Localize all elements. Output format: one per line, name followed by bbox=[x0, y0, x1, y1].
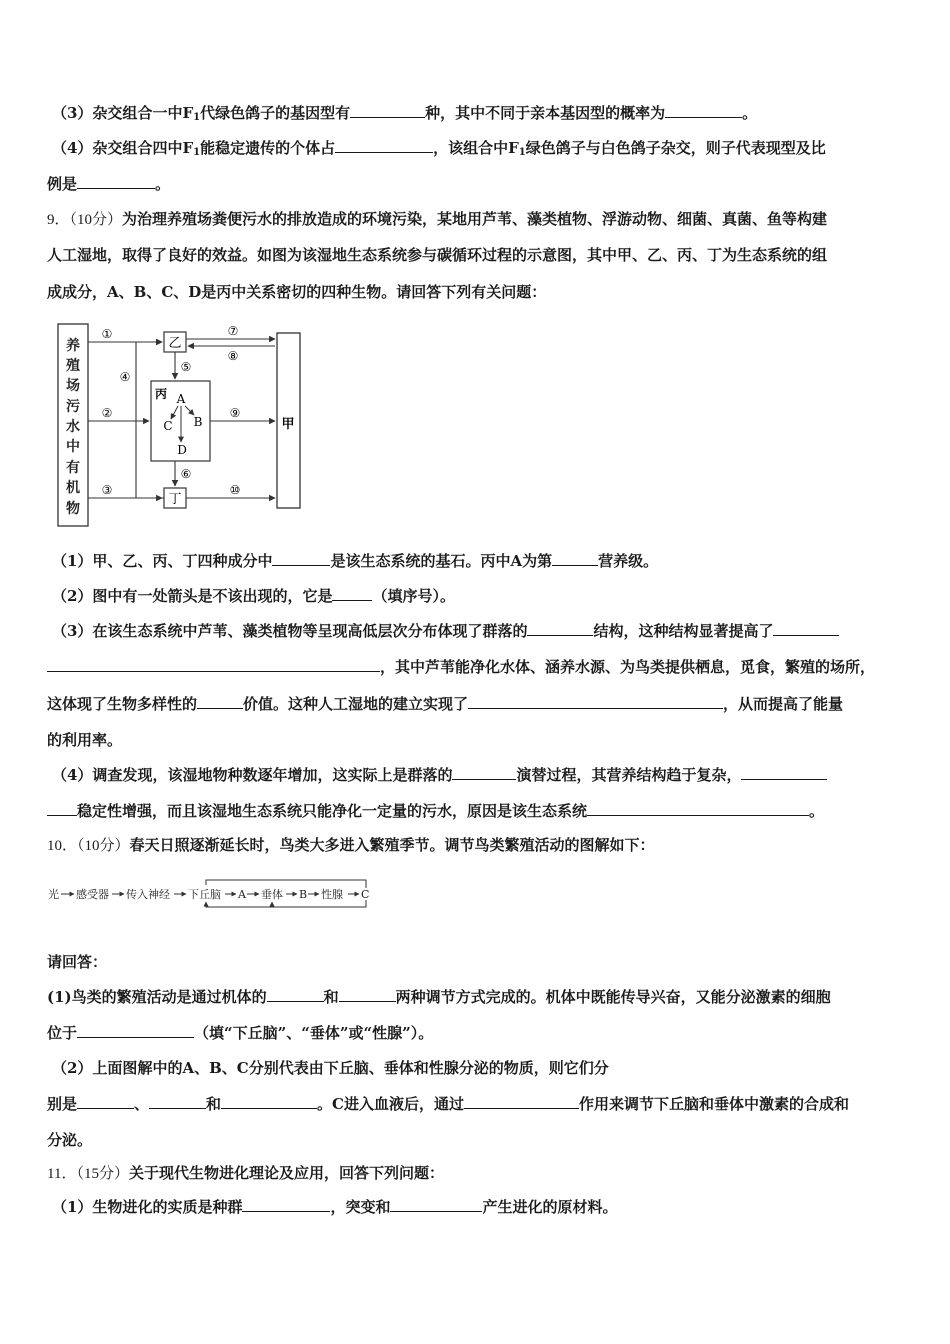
q9-sub4-text-a: （4）调查发现，该湿地物种数逐年增加，这实际上是群落的 bbox=[52, 766, 453, 784]
answer-blank[interactable] bbox=[77, 1022, 194, 1038]
flow-light: 光 bbox=[48, 888, 59, 901]
flow-hypothalamus: 下丘脑 bbox=[188, 888, 221, 901]
q9-sub4-text-d: 。 bbox=[809, 802, 825, 820]
source-char: 有 bbox=[66, 460, 80, 476]
flow-afferent-nerve: 传入神经 bbox=[126, 888, 170, 901]
source-label bbox=[66, 337, 80, 517]
bing-label: 丙 bbox=[154, 387, 168, 401]
q10-sub1 bbox=[47, 986, 905, 1008]
question-number: 11．（15分） bbox=[47, 1166, 129, 1182]
question-number: 10．（10分） bbox=[47, 838, 130, 854]
flow-c: C bbox=[361, 888, 370, 901]
q10-sub2-text-f: 作用来调节下丘脑和垂体中激素的合成和 bbox=[579, 1095, 850, 1113]
q8-part3-text-c: 种，其中不同于亲本基因型的概率为 bbox=[425, 104, 666, 122]
answer-blank[interactable] bbox=[350, 102, 425, 118]
q11-sub1-text-b: ，突变和 bbox=[330, 1198, 391, 1216]
answer-blank[interactable] bbox=[587, 800, 809, 816]
q10-sub2-text-b: 别是 bbox=[47, 1095, 78, 1113]
answer-blank[interactable] bbox=[552, 550, 598, 566]
q8-part4-text-d: 绿色鸽子与白色鸽子杂交，则子代表现型及比 bbox=[525, 139, 826, 157]
answer-blank[interactable] bbox=[267, 986, 324, 1002]
q9-sub1 bbox=[52, 550, 910, 572]
q9-sub3 bbox=[52, 620, 910, 642]
q11-sub1-text-c: 产生进化的原材料。 bbox=[482, 1198, 618, 1216]
q10-please-answer bbox=[47, 951, 905, 973]
q10-sub2-text-g: 分泌。 bbox=[47, 1131, 93, 1149]
source-char: 中 bbox=[66, 439, 80, 455]
q9-sub3-line4 bbox=[47, 729, 905, 751]
q9-sub3-text-d: 这体现了生物多样性的 bbox=[47, 695, 198, 713]
arrow-9-label: ⑨ bbox=[229, 406, 241, 420]
q9-sub1-text-c: 营养级。 bbox=[598, 552, 659, 570]
answer-blank[interactable] bbox=[332, 585, 372, 601]
organism-a: A bbox=[176, 392, 186, 406]
arrow-2-label: ② bbox=[101, 406, 113, 420]
jia-label: 甲 bbox=[281, 417, 295, 432]
source-char: 水 bbox=[66, 419, 80, 435]
q9-sub1-text-b: 是该生态系统的基石。丙中A为第 bbox=[330, 552, 553, 570]
organism-c: C bbox=[163, 419, 173, 433]
q8-part4 bbox=[52, 137, 910, 164]
answer-blank[interactable] bbox=[77, 173, 155, 189]
q10-sub1-text-d: 位于 bbox=[47, 1024, 78, 1042]
arrow-1-label: ① bbox=[101, 327, 113, 341]
q11-intro bbox=[47, 1162, 905, 1185]
flow-b: B bbox=[299, 888, 308, 901]
subscript: 1 bbox=[518, 147, 526, 158]
source-char: 机 bbox=[66, 480, 80, 496]
q10-please-answer-text: 请回答： bbox=[47, 953, 108, 971]
q10-sub2-line2 bbox=[47, 1093, 905, 1115]
q9-sub3-line3 bbox=[47, 693, 905, 715]
q8-part3-text-d: 。 bbox=[742, 104, 758, 122]
answer-blank[interactable] bbox=[468, 693, 723, 709]
carbon-cycle-diagram bbox=[55, 320, 315, 532]
q10-sub1-text-a: (1)鸟类的繁殖活动是通过机体的 bbox=[47, 988, 267, 1006]
q9-intro-line3 bbox=[47, 281, 905, 303]
q8-part4-text-e: 例是 bbox=[47, 175, 78, 193]
q10-intro bbox=[47, 834, 905, 857]
arrow-7-label: ⑦ bbox=[227, 324, 239, 338]
q9-sub4-text-b: 演替过程，其营养结构趋于复杂， bbox=[516, 766, 742, 784]
q9-sub3-text-c: ，其中芦苇能净化水体、涵养水源、为鸟类提供栖息，觅食，繁殖的场所， bbox=[380, 658, 876, 676]
q8-part4-text-c: ，该组合中F bbox=[433, 139, 519, 157]
subscript: 1 bbox=[193, 112, 201, 123]
subscript: 1 bbox=[193, 147, 201, 158]
q8-part3-text-a: （3）杂交组合一中F bbox=[52, 104, 194, 122]
source-char: 养 bbox=[66, 338, 80, 354]
arrow-5-label: ⑤ bbox=[180, 360, 192, 374]
source-char: 殖 bbox=[66, 358, 80, 374]
q10-sub1-text-e: （填“下丘脑”、“垂体”或“性腺”）。 bbox=[194, 1024, 434, 1042]
flow-receptor: 感受器 bbox=[76, 888, 109, 901]
q8-part3 bbox=[52, 102, 910, 129]
answer-blank[interactable] bbox=[149, 1093, 206, 1109]
answer-blank[interactable] bbox=[339, 986, 396, 1002]
answer-blank[interactable] bbox=[741, 764, 827, 780]
q9-sub2 bbox=[52, 585, 910, 607]
answer-blank[interactable] bbox=[335, 137, 433, 153]
organism-b: B bbox=[193, 415, 203, 429]
q9-sub4-line2 bbox=[47, 800, 905, 822]
q8-part3-text-b: 代绿色鸽子的基因型有 bbox=[200, 104, 351, 122]
q11-intro-text: 关于现代生物进化理论及应用，回答下列问题： bbox=[128, 1164, 444, 1182]
q10-sub1-text-c: 两种调节方式完成的。机体中既能传导兴奋，又能分泌激素的细胞 bbox=[395, 988, 831, 1006]
answer-blank[interactable] bbox=[390, 1196, 482, 1212]
answer-blank[interactable] bbox=[464, 1093, 579, 1109]
yi-label: 乙 bbox=[168, 336, 182, 351]
arrow-a-to-c bbox=[171, 406, 178, 419]
source-char: 物 bbox=[66, 501, 80, 517]
q10-intro-text: 春天日照逐渐延长时，鸟类大多进入繁殖季节。调节鸟类繁殖活动的图解如下： bbox=[129, 836, 655, 854]
q10-sub2-text-d: 和 bbox=[206, 1095, 222, 1113]
source-char: 场 bbox=[66, 378, 80, 394]
q9-sub4 bbox=[52, 764, 910, 786]
q10-sub2 bbox=[52, 1057, 910, 1079]
q9-sub3-text-f: ，从而提高了能量 bbox=[723, 695, 844, 713]
q9-sub3-text-g: 的利用率。 bbox=[47, 731, 123, 749]
q10-sub1-text-b: 和 bbox=[323, 988, 339, 1006]
answer-blank[interactable] bbox=[272, 550, 330, 566]
q9-intro-text-3: 成成分，A、B、C、D是丙中关系密切的四种生物。请回答下列有关问题： bbox=[47, 283, 547, 301]
q9-sub3-text-e: 价值。这种人工湿地的建立实现了 bbox=[243, 695, 469, 713]
arrow-8-label: ⑧ bbox=[227, 349, 239, 363]
answer-blank[interactable] bbox=[527, 620, 593, 636]
answer-blank[interactable] bbox=[221, 1093, 317, 1109]
q9-sub2-text-b: （填序号）。 bbox=[372, 587, 455, 605]
answer-blank[interactable] bbox=[197, 693, 243, 709]
flow-a: A bbox=[238, 888, 246, 901]
arrow-4 bbox=[136, 342, 164, 498]
ding-label: 丁 bbox=[168, 492, 182, 507]
q9-intro-line1 bbox=[47, 208, 905, 231]
q9-intro-line2 bbox=[47, 244, 905, 266]
bird-reproduction-flow-diagram bbox=[46, 876, 376, 910]
q8-part4-text-f: 。 bbox=[155, 175, 171, 193]
q11-sub1 bbox=[52, 1196, 910, 1218]
q10-sub2-text-a: （2）上面图解中的A、B、C分别代表由下丘脑、垂体和性腺分泌的物质，则它们分 bbox=[52, 1059, 609, 1077]
flow-pituitary: 垂体 bbox=[261, 888, 283, 901]
q9-sub3-text-a: （3）在该生态系统中芦苇、藻类植物等呈现高低层次分布体现了群落的 bbox=[52, 622, 528, 640]
q10-sub2-text-e: 。C进入血液后，通过 bbox=[317, 1095, 464, 1113]
arrow-4-label: ④ bbox=[119, 370, 131, 384]
q9-intro-text-2: 人工湿地，取得了良好的效益。如图为该湿地生态系统参与碳循环过程的示意图，其中甲、乙、丙、丁为生态系统的组 bbox=[47, 246, 828, 264]
answer-blank[interactable] bbox=[77, 1093, 134, 1109]
arrow-6-label: ⑥ bbox=[180, 467, 192, 481]
answer-blank[interactable] bbox=[242, 1196, 330, 1212]
q11-sub1-text-a: （1）生物进化的实质是种群 bbox=[52, 1198, 243, 1216]
q8-part4-text-a: （4）杂交组合四中F bbox=[52, 139, 194, 157]
q9-sub4-text-c: 稳定性增强，而且该湿地生态系统只能净化一定量的污水，原因是该生态系统 bbox=[77, 802, 588, 820]
feedback-line bbox=[206, 880, 366, 888]
q9-intro-text-1: 为治理养殖场粪便污水的排放造成的环境污染，某地用芦苇、藻类植物、浮游动物、细菌、真菌、鱼等构建 bbox=[122, 210, 828, 228]
answer-blank[interactable] bbox=[452, 764, 516, 780]
feedback-line bbox=[206, 900, 366, 907]
q9-sub1-text-a: （1）甲、乙、丙、丁四种成分中 bbox=[52, 552, 273, 570]
question-number: 9．（10分） bbox=[47, 212, 123, 228]
q8-part4-line2 bbox=[47, 173, 905, 195]
q9-sub2-text-a: （2）图中有一处箭头是不该出现的，它是 bbox=[52, 587, 333, 605]
answer-blank[interactable] bbox=[773, 620, 839, 636]
arrow-10-label: ⑩ bbox=[229, 483, 241, 497]
flow-gonad: 性腺 bbox=[321, 888, 343, 901]
arrow-3-label: ③ bbox=[101, 483, 113, 497]
q9-sub3-text-b: 结构，这种结构显著提高了 bbox=[593, 622, 774, 640]
q10-sub1-line2 bbox=[47, 1022, 905, 1044]
organism-d: D bbox=[177, 443, 187, 457]
q10-sub2-line3 bbox=[47, 1129, 905, 1151]
q10-sub2-text-c: 、 bbox=[134, 1095, 150, 1113]
answer-blank[interactable] bbox=[47, 800, 77, 816]
source-char: 污 bbox=[66, 399, 80, 415]
answer-blank[interactable] bbox=[47, 656, 380, 672]
q8-part4-text-b: 能稳定遗传的个体占 bbox=[200, 139, 336, 157]
q9-sub3-line2 bbox=[47, 656, 905, 678]
answer-blank[interactable] bbox=[665, 102, 742, 118]
arrow-a-to-b bbox=[185, 406, 194, 415]
